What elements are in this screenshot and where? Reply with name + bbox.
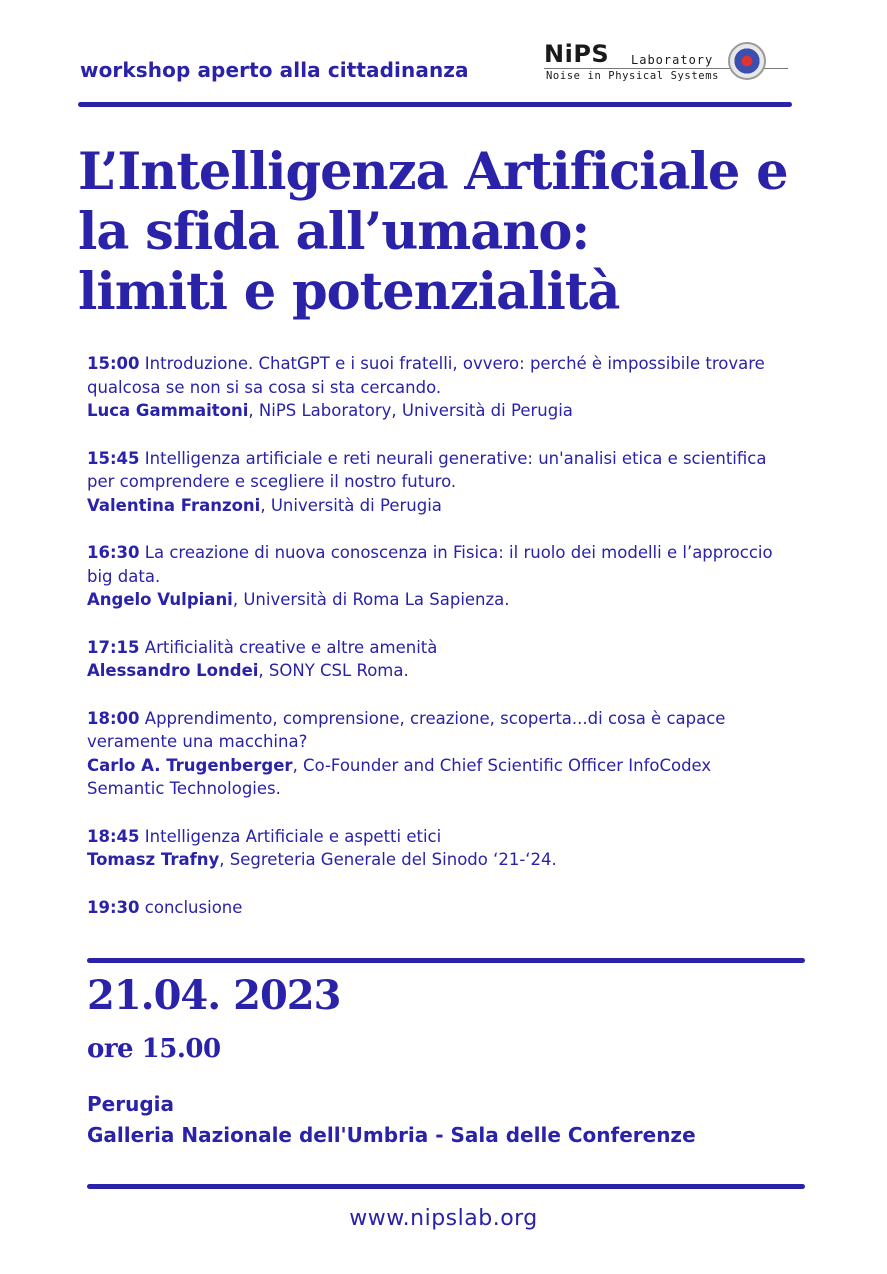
program-affiliation: , NiPS Laboratory, Università di Perugia: [248, 401, 573, 420]
program-affiliation: , SONY CSL Roma.: [258, 661, 409, 680]
program-speaker: Carlo A. Trugenberger: [87, 755, 293, 775]
university-seal-icon: [728, 42, 766, 80]
website-link[interactable]: www.nipslab.org: [349, 1206, 538, 1231]
program-speaker: Angelo Vulpiani: [87, 590, 233, 609]
program-item: [87, 707, 787, 801]
title-line-2: la sfida all’umano:: [78, 202, 590, 262]
program-speaker: Valentina Franzoni: [87, 495, 261, 515]
program-item: [87, 825, 787, 872]
program-item: [87, 896, 787, 920]
program-topic: conclusione: [144, 897, 243, 917]
program-item: [87, 636, 787, 683]
event-venue: Galleria Nazionale dell'Umbria - Sala delle Conferenze: [87, 1123, 696, 1147]
program-time: 15:00: [87, 354, 140, 373]
program-time: 19:30: [87, 897, 140, 917]
title-line-3: limiti e potenzialità: [78, 262, 620, 322]
footer-divider: [87, 1184, 805, 1189]
program-speaker: Luca Gammaitoni: [87, 401, 249, 420]
event-date: 21.04. 2023: [87, 972, 341, 1019]
nips-logo: [544, 40, 790, 86]
event-city: Perugia: [87, 1092, 174, 1116]
header-divider: [78, 102, 792, 107]
program-topic: Intelligenza Artificiale e aspetti etici: [144, 826, 442, 846]
program-affiliation: , Università di Roma La Sapienza.: [232, 590, 510, 609]
program-topic: Intelligenza artificiale e reti neurali generative: un'analisi etica e scientifica per comprendere e scegliere il nostro futuro.: [87, 448, 767, 491]
program-topic: Introduzione. ChatGPT e i suoi fratelli, ovvero: perché è impossibile trovare qualcosa se non si sa cosa si sta cercando.: [87, 354, 765, 397]
program-item: [87, 541, 787, 612]
logo-lab: Laboratory: [631, 53, 714, 67]
program-affiliation: , Università di Perugia: [260, 495, 442, 515]
program-affiliation: , Segreteria Generale del Sinodo ‘21-‘24.: [219, 850, 557, 869]
program-topic: La creazione di nuova conoscenza in Fisica: il ruolo dei modelli e l’approccio big data.: [87, 543, 773, 586]
program-speaker: Tomasz Trafny: [87, 850, 220, 869]
program-topic: Apprendimento, comprensione, creazione, scoperta...di cosa è capace veramente una macchina?: [87, 708, 726, 751]
program-item: [87, 447, 787, 518]
event-time: ore 15.00: [87, 1034, 221, 1064]
program-speaker: Alessandro Londei: [87, 661, 259, 680]
program-time: 18:00: [87, 708, 140, 728]
workshop-tagline: workshop aperto alla cittadinanza: [80, 58, 469, 82]
program-time: 16:30: [87, 543, 140, 562]
program-list: [87, 352, 787, 943]
program-topic: Artificialità creative e altre amenità: [144, 637, 438, 657]
date-divider: [87, 958, 805, 963]
program-item: [87, 352, 787, 423]
logo-name: NiPS: [544, 40, 610, 68]
program-time: 15:45: [87, 448, 140, 468]
event-title: [78, 142, 818, 322]
logo-subtitle: Noise in Physical Systems: [546, 70, 720, 82]
program-time: 18:45: [87, 826, 140, 846]
title-line-1: L’Intelligenza Artificiale e: [78, 142, 788, 202]
program-time: 17:15: [87, 637, 140, 657]
program-affiliation: , Co-Founder and Chief Scientific Officer InfoCodex Semantic Technologies.: [87, 755, 712, 798]
